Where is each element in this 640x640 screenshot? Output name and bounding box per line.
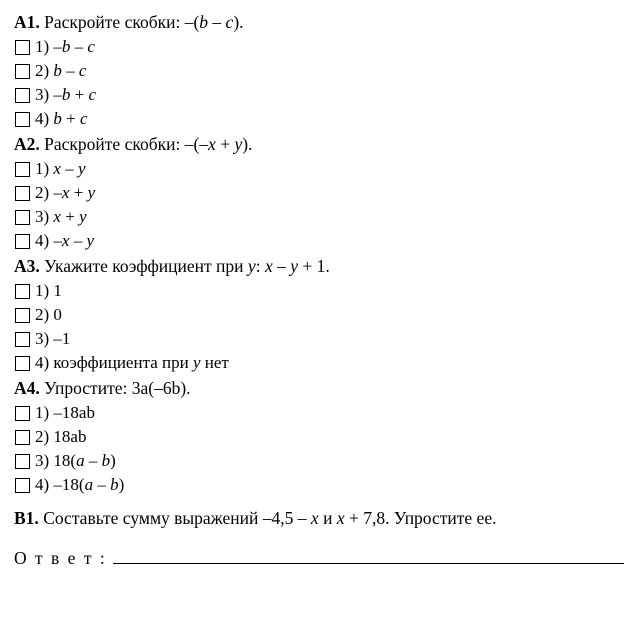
task-a4-text: Упростите: 3a(–6b). xyxy=(44,378,191,398)
checkbox-icon[interactable] xyxy=(15,234,30,249)
checkbox-icon[interactable] xyxy=(15,112,30,127)
task-a2-text: Раскройте скобки: –(–x + y). xyxy=(44,134,253,154)
task-a1-options xyxy=(14,35,626,131)
checkbox-icon[interactable] xyxy=(15,454,30,469)
task-a3 xyxy=(14,254,626,375)
option-item[interactable] xyxy=(14,107,626,131)
option-item[interactable] xyxy=(14,327,626,351)
task-a3-options xyxy=(14,279,626,375)
task-a4-label: A4. xyxy=(14,378,40,398)
task-a2 xyxy=(14,132,626,253)
option-label: 1) 1 xyxy=(35,281,62,300)
task-b1 xyxy=(14,506,626,530)
option-item[interactable] xyxy=(14,181,626,205)
task-a1-heading xyxy=(14,10,626,35)
checkbox-icon[interactable] xyxy=(15,64,30,79)
task-b1-label: B1. xyxy=(14,508,39,528)
option-label: 1) x – y xyxy=(35,159,86,178)
task-a3-heading xyxy=(14,254,626,279)
option-label: 3) –b + c xyxy=(35,85,97,104)
task-a2-options xyxy=(14,157,626,253)
task-a2-label: A2. xyxy=(14,134,40,154)
option-item[interactable] xyxy=(14,157,626,181)
checkbox-icon[interactable] xyxy=(15,284,30,299)
task-a4-heading xyxy=(14,376,626,401)
option-label: 4) –x – y xyxy=(35,231,95,250)
checkbox-icon[interactable] xyxy=(15,308,30,323)
option-item[interactable] xyxy=(14,35,626,59)
option-item[interactable] xyxy=(14,401,626,425)
task-a3-text: Укажите коэффициент при y: x – y + 1. xyxy=(44,256,330,276)
checkbox-icon[interactable] xyxy=(15,478,30,493)
option-label: 2) 0 xyxy=(35,305,62,324)
answer-input-line[interactable] xyxy=(113,549,624,564)
option-label: 2) b – c xyxy=(35,61,87,80)
option-item[interactable] xyxy=(14,425,626,449)
checkbox-icon[interactable] xyxy=(15,186,30,201)
option-label: 2) –x + y xyxy=(35,183,96,202)
option-label: 4) b + c xyxy=(35,109,88,128)
checkbox-icon[interactable] xyxy=(15,332,30,347)
option-item[interactable] xyxy=(14,473,626,497)
task-a1-label: A1. xyxy=(14,12,40,32)
option-item[interactable] xyxy=(14,303,626,327)
option-label: 3) 18(a – b) xyxy=(35,451,116,470)
option-label: 4) –18(a – b) xyxy=(35,475,125,494)
task-a2-heading xyxy=(14,132,626,157)
option-item[interactable] xyxy=(14,229,626,253)
option-item[interactable] xyxy=(14,59,626,83)
checkbox-icon[interactable] xyxy=(15,406,30,421)
checkbox-icon[interactable] xyxy=(15,356,30,371)
checkbox-icon[interactable] xyxy=(15,430,30,445)
option-label: 4) коэффициента при y нет xyxy=(35,353,229,372)
option-label: 2) 18ab xyxy=(35,427,87,446)
checkbox-icon[interactable] xyxy=(15,40,30,55)
option-label: 1) –18ab xyxy=(35,403,95,422)
option-item[interactable] xyxy=(14,83,626,107)
option-item[interactable] xyxy=(14,279,626,303)
task-b1-text: Составьте сумму выражений –4,5 – x и x + 7,8. Упростите ее. xyxy=(43,508,497,528)
checkbox-icon[interactable] xyxy=(15,210,30,225)
task-a3-label: A3. xyxy=(14,256,40,276)
option-label: 3) –1 xyxy=(35,329,71,348)
option-label: 1) –b – c xyxy=(35,37,95,56)
task-a4-options xyxy=(14,401,626,497)
option-item[interactable] xyxy=(14,351,626,375)
task-a4 xyxy=(14,376,626,497)
checkbox-icon[interactable] xyxy=(15,88,30,103)
answer-row xyxy=(14,548,626,569)
option-item[interactable] xyxy=(14,449,626,473)
checkbox-icon[interactable] xyxy=(15,162,30,177)
option-item[interactable] xyxy=(14,205,626,229)
task-a1-text: Раскройте скобки: –(b – c). xyxy=(44,12,244,32)
answer-label: О т в е т : xyxy=(14,548,107,568)
task-a1 xyxy=(14,10,626,131)
option-label: 3) x + y xyxy=(35,207,87,226)
